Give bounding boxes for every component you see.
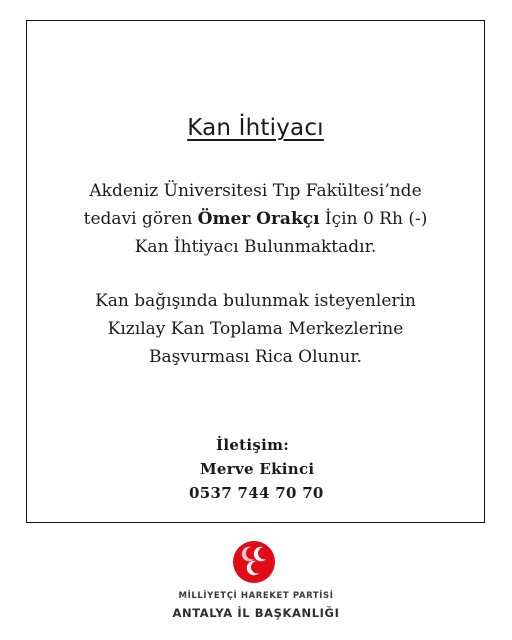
paragraph-line: Kan bağışında bulunmak isteyenlerin <box>95 291 416 311</box>
notice-paragraph-patient <box>27 177 484 261</box>
paragraph-line: Kızılay Kan Toplama Merkezlerine <box>107 319 404 339</box>
line-prefix: tedavi gören <box>83 209 198 229</box>
patient-name: Ömer Orakçı <box>197 209 320 229</box>
blood-type-text: İçin 0 Rh (-) <box>319 209 428 229</box>
contact-block <box>189 433 324 505</box>
paragraph-line: Kan İhtiyacı Bulunmaktadır. <box>134 237 377 257</box>
notice-paragraph-request <box>27 287 484 371</box>
notice-box <box>26 20 485 523</box>
branch-name: ANTALYA İL BAŞKANLIĞI <box>172 606 340 620</box>
contact-name: Merve Ekinci <box>200 460 315 478</box>
contact-label: İletişim: <box>216 436 290 454</box>
contact-phone: 0537 744 70 70 <box>189 484 324 502</box>
paragraph-line: Başvurması Rica Olunur. <box>148 347 363 367</box>
paragraph-line <box>27 205 484 233</box>
notice-title: Kan İhtiyacı <box>187 115 324 141</box>
mhp-crescents-icon <box>232 540 276 584</box>
paragraph-line: Akdeniz Üniversitesi Tıp Fakültesi’nde <box>89 181 422 201</box>
party-name: MİLLİYETÇİ HAREKET PARTİSİ <box>178 591 334 601</box>
